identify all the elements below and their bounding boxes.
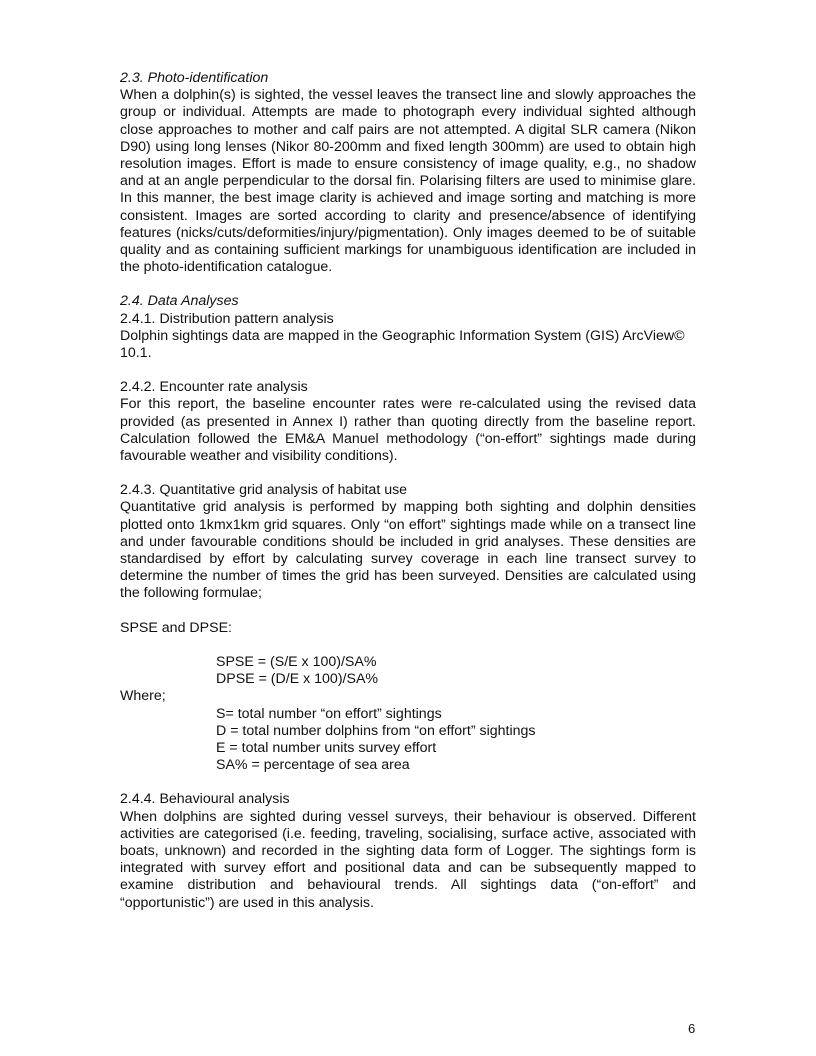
section-2-4-3-heading: 2.4.3. Quantitative grid analysis of habitat use — [120, 482, 408, 499]
formula-spse: SPSE = (S/E x 100)/SA% — [216, 653, 377, 670]
section-2-4-1-heading: 2.4.1. Distribution pattern analysis — [120, 310, 334, 327]
definition-d: D = total number dolphins from “on effort” sightings — [216, 722, 536, 739]
section-2-4-2-heading: 2.4.2. Encounter rate analysis — [120, 379, 308, 396]
section-2-4-2-body: For this report, the baseline encounter rates were re-calculated using the revised data provided (as presented in Annex I) rather than quoting directly from the baseline report. Calculation followed the EM&A Manuel methodology (“on-effort” sightings made during favourable weather and visibility conditions). — [120, 396, 696, 465]
spacer — [120, 465, 696, 482]
formula-dpse: DPSE = (D/E x 100)/SA% — [216, 671, 379, 688]
spacer — [120, 637, 696, 654]
section-2-4-heading: 2.4. Data Analyses — [120, 293, 239, 310]
spacer — [120, 276, 696, 293]
spacer — [120, 362, 696, 379]
page-number: 6 — [688, 1021, 696, 1036]
spacer — [120, 603, 696, 620]
definition-e: E = total number units survey effort — [216, 739, 437, 756]
spacer — [120, 774, 696, 791]
section-2-4-3-body: Quantitative grid analysis is performed by mapping both sighting and dolphin densities plotted onto 1kmx1km grid squares. Only “on effort” sightings made while on a transect line and under favourable conditions should be included in grid analyses. These densities are standardised by effort by calculating survey coverage in each line transect survey to determine the number of times the grid has been surveyed. Densities are calculated using the following formulae; — [120, 499, 696, 602]
section-2-4-4-body: When dolphins are sighted during vessel surveys, their behaviour is observed. Different activities are categorised (i.e. feeding, traveling, socialising, surface active, associated with boats, unknown) and recorded in the sighting data form of Logger. The sightings form is integrated with survey effort and positional data and can be subsequently mapped to examine distribution and behavioural trends. All sightings data (“on-effort” and “opportunistic”) are used in this analysis. — [120, 808, 696, 911]
document-page — [120, 70, 696, 912]
formula-intro: SPSE and DPSE: — [120, 619, 232, 636]
section-2-4-1-body: Dolphin sightings data are mapped in the Geographic Information System (GIS) ArcView© 10.1. — [120, 327, 685, 362]
where-label: Where; — [120, 688, 166, 705]
section-2-3-body: When a dolphin(s) is sighted, the vessel leaves the transect line and slowly approaches the group or individual. Attempts are made to photograph every individual sighted although close approaches to mother and calf pairs are not attempted. A digital SLR camera (Nikon D90) using long lenses (Nikor 80-200mm and fixed length 300mm) are used to obtain high resolution images. Effort is made to ensure consistency of image quality, e.g., no shadow and at an angle perpendicular to the dorsal fin. Polarising filters are used to minimise glare. In this manner, the best image clarity is achieved and image sorting and matching is more consistent. Images are sorted according to clarity and presence/absence of identifying features (nicks/cuts/deformities/injury/pigmentation). Only images deemed to be of suitable quality and as containing sufficient markings for unambiguous identification are included in the photo-identification catalogue. — [120, 87, 696, 276]
definition-sa: SA% = percentage of sea area — [216, 757, 410, 774]
section-2-4-4-heading: 2.4.4. Behavioural analysis — [120, 791, 290, 808]
definition-s: S= total number “on effort” sightings — [216, 705, 442, 722]
section-2-3-heading: 2.3. Photo-identification — [120, 70, 269, 86]
